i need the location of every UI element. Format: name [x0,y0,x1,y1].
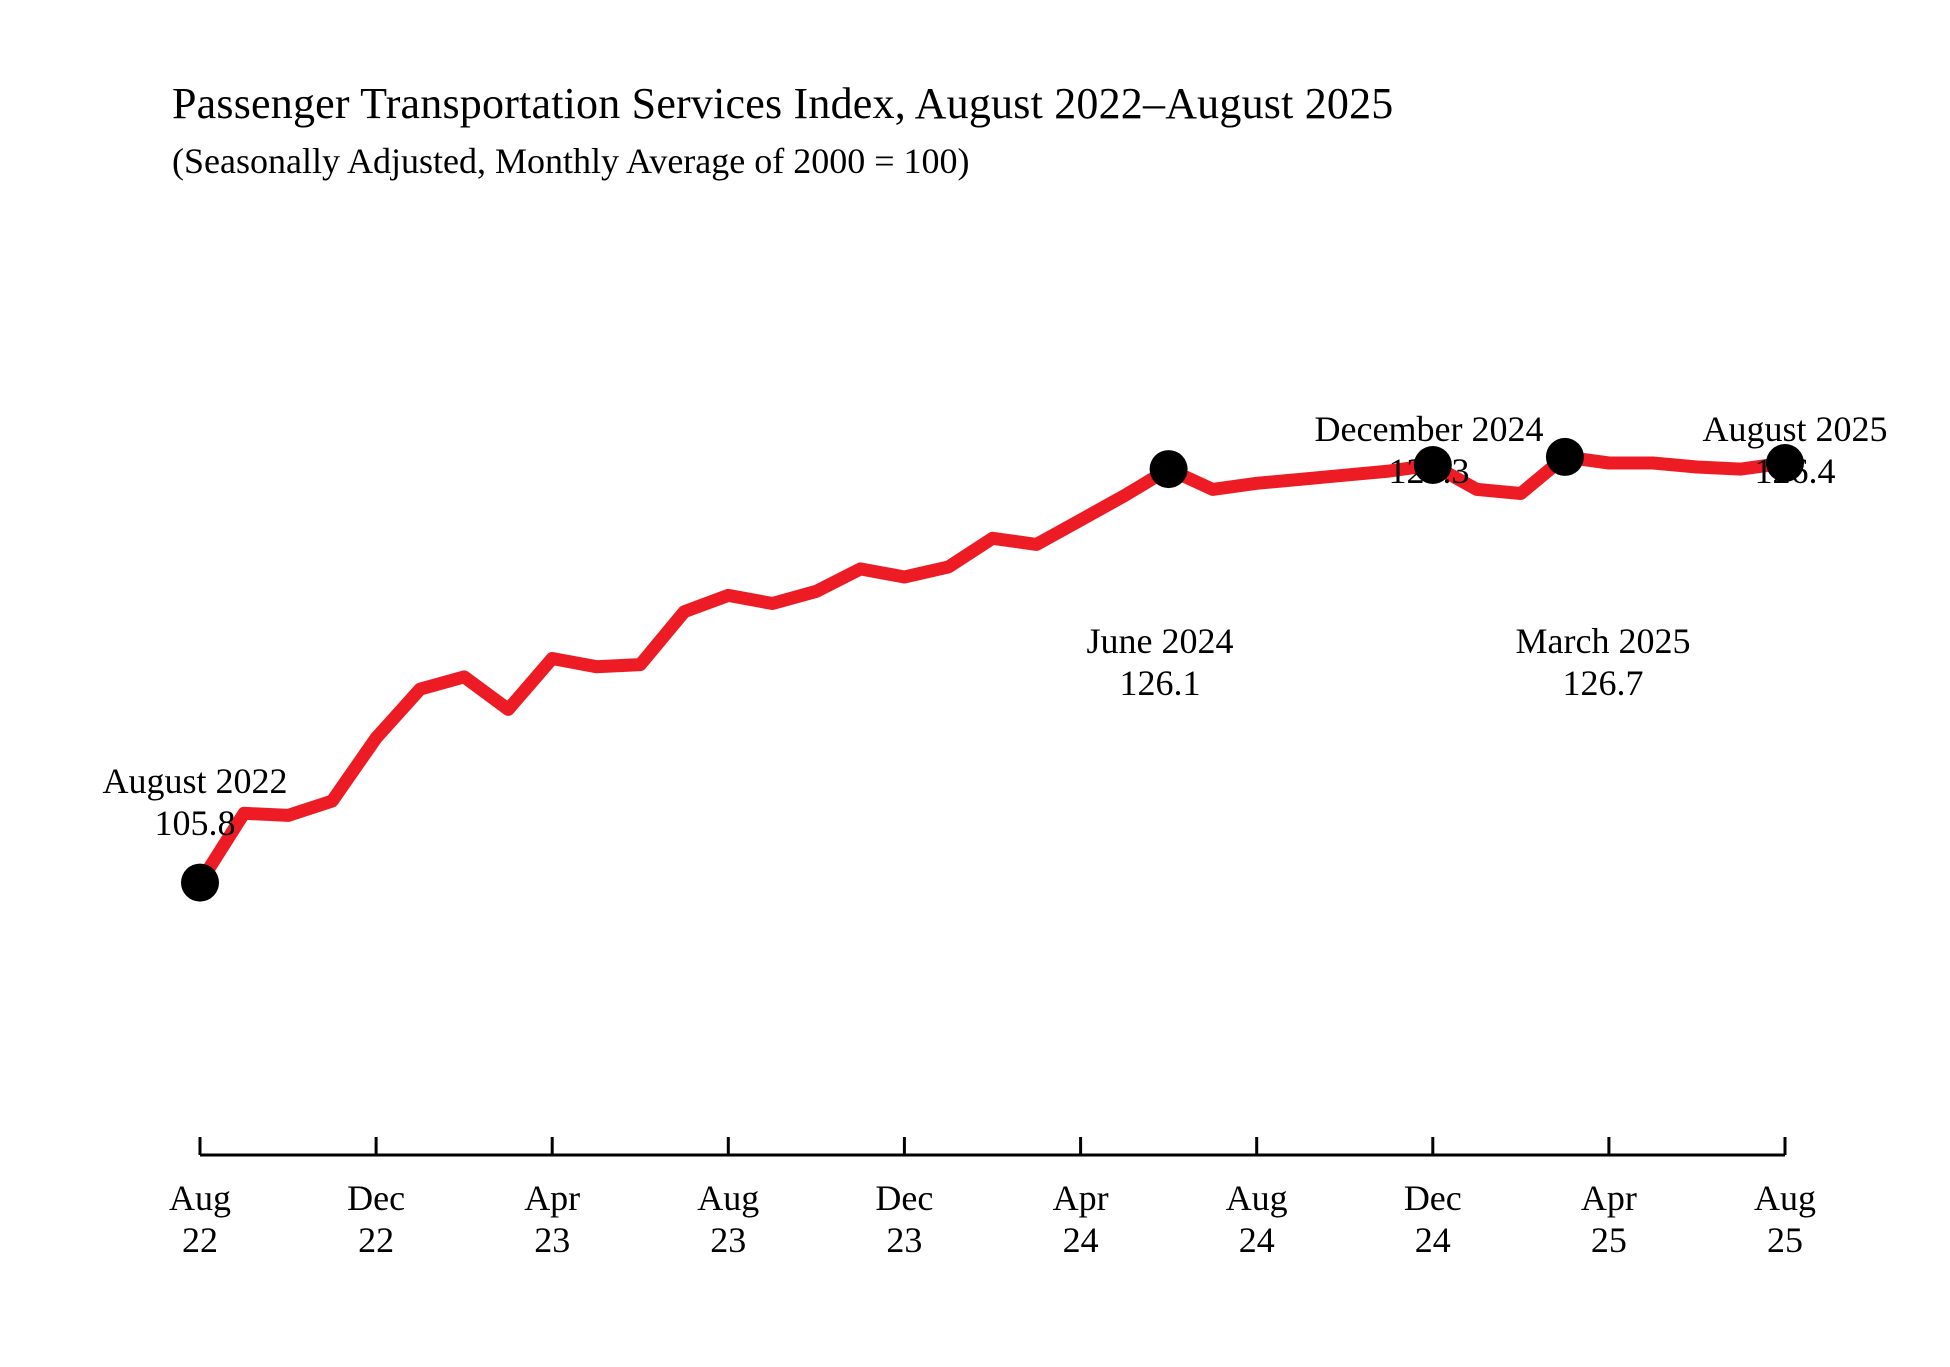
x-tick-month: Aug [169,1178,231,1218]
x-tick-label [1404,1177,1462,1262]
annotation-value: 126.1 [1119,663,1201,704]
x-tick-year: 24 [1238,1220,1275,1261]
annotation-value: 126.3 [1388,451,1470,492]
annotation-december-2024 [1315,408,1544,493]
x-tick-month: Apr [1580,1178,1637,1218]
x-tick-month: Apr [1052,1178,1109,1218]
x-tick-label [524,1177,580,1262]
chart-subtitle: (Seasonally Adjusted, Monthly Average of 2000 = 100) [172,141,970,181]
annotation-august-2025 [1702,408,1887,493]
data-point-marker [181,864,219,902]
x-tick-year: 24 [1414,1220,1451,1261]
x-tick-year: 22 [358,1220,395,1261]
x-tick-month: Aug [1754,1178,1816,1218]
x-tick-month: Aug [1225,1178,1288,1218]
chart-title: Passenger Transportation Services Index, August 2022–August 2025 [172,79,1394,128]
annotation-label: December 2024 [1314,409,1544,449]
x-tick-label [1754,1177,1816,1262]
x-tick-month: Dec [347,1178,406,1218]
annotation-value: 126.7 [1562,663,1644,704]
annotation-august-2022 [102,760,287,845]
x-tick-year: 25 [1590,1220,1627,1261]
x-tick-year: 22 [182,1220,218,1261]
x-tick-label [169,1177,231,1262]
x-tick-month: Dec [1403,1178,1462,1218]
annotation-value: 105.8 [154,803,236,844]
x-tick-year: 23 [710,1220,747,1261]
x-tick-label [1053,1177,1109,1262]
annotation-value: 126.4 [1754,451,1836,492]
x-tick-year: 23 [534,1220,571,1261]
annotation-label: June 2024 [1086,621,1234,661]
annotation-march-2025 [1516,620,1691,705]
data-point-marker [1150,450,1188,488]
x-tick-label [1226,1177,1288,1262]
annotation-label: August 2022 [102,761,288,801]
x-tick-label [1581,1177,1637,1262]
x-tick-label [697,1177,759,1262]
data-point-marker [1546,438,1584,476]
x-tick-year: 23 [886,1220,923,1261]
x-tick-month: Apr [524,1178,581,1218]
x-tick-year: 25 [1767,1220,1803,1261]
annotation-june-2024 [1087,620,1234,705]
x-axis [200,1137,1785,1155]
x-tick-label [875,1177,933,1262]
x-tick-label [347,1177,405,1262]
x-tick-month: Dec [875,1178,934,1218]
x-tick-month: Aug [697,1178,760,1218]
annotation-label: March 2025 [1515,621,1691,661]
x-tick-year: 24 [1062,1220,1099,1261]
annotation-label: August 2025 [1702,409,1888,449]
